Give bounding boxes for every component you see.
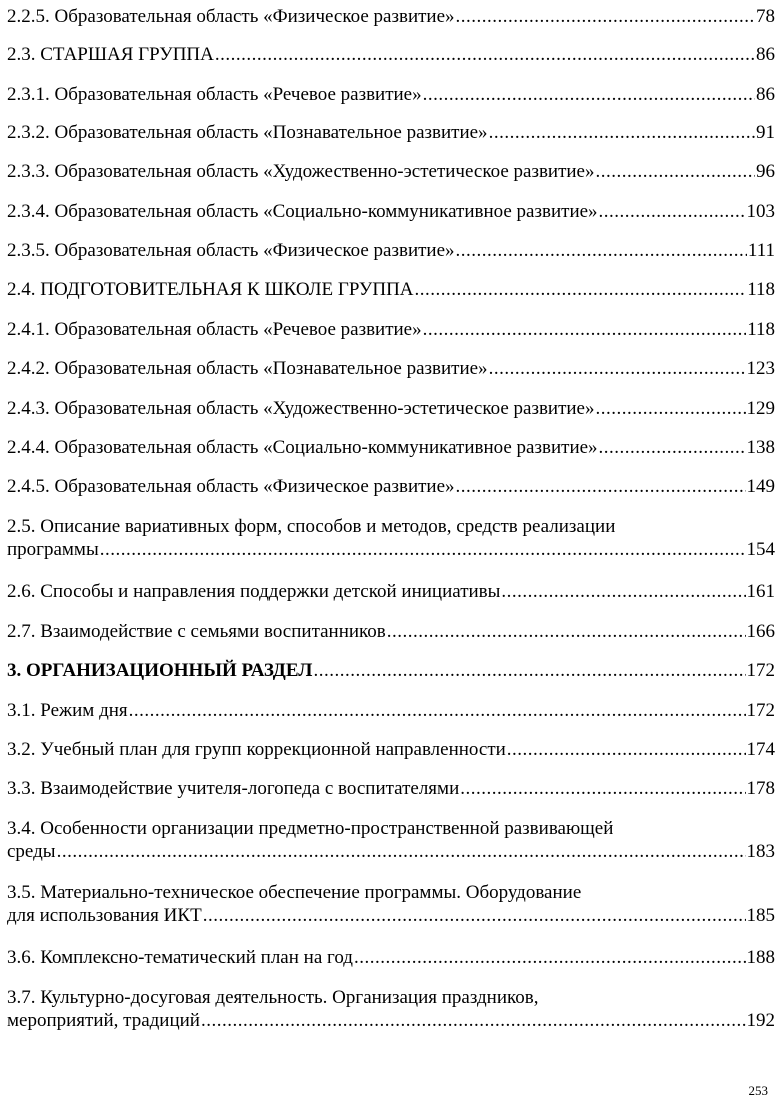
- toc-entry: [7, 580, 775, 603]
- toc-entry-title: 2.4.5. Образовательная область «Физическое развитие»: [7, 476, 455, 497]
- toc-entry-title: 2.3. СТАРШАЯ ГРУППА: [7, 44, 214, 65]
- leader-dots: [501, 580, 745, 603]
- toc-entry: [7, 436, 775, 459]
- toc-entry-first-line: 3.4. Особенности организации предметно-пространственной развивающей: [7, 818, 614, 839]
- toc-entry-page: 172: [746, 660, 775, 681]
- toc-entry-page: 192: [746, 1010, 775, 1031]
- toc-entry: [7, 475, 775, 498]
- toc-entry-page: 123: [746, 358, 775, 379]
- toc-entry-page: 183: [746, 841, 775, 862]
- toc-entry-title: 3. ОРГАНИЗАЦИОННЫЙ РАЗДЕЛ: [7, 660, 313, 681]
- toc-entry-title: 2.6. Способы и направления поддержки детской инициативы: [7, 581, 501, 602]
- leader-dots: [599, 200, 746, 223]
- toc-entry: [7, 881, 775, 927]
- toc-entry: [7, 200, 775, 223]
- toc-entry-title: 3.6. Комплексно-тематический план на год: [7, 947, 353, 968]
- toc-entry-title: программы: [7, 539, 99, 560]
- toc-entry-title: 3.3. Взаимодействие учителя-логопеда с воспитателями: [7, 778, 460, 799]
- toc-entry: [7, 239, 775, 262]
- toc-entry-title: 2.4. ПОДГОТОВИТЕЛЬНАЯ К ШКОЛЕ ГРУППА: [7, 279, 414, 300]
- leader-dots: [201, 1009, 746, 1032]
- toc-entry-title: 2.3.2. Образовательная область «Познавательное развитие»: [7, 122, 488, 143]
- toc-entry-page: 86: [756, 44, 775, 65]
- leader-dots: [423, 318, 747, 341]
- toc-entry-page: 161: [746, 581, 775, 602]
- toc-entry-title: 2.3.5. Образовательная область «Физическое развитие»: [7, 240, 455, 261]
- leader-dots: [507, 738, 746, 761]
- toc-entry-title: 3.2. Учебный план для групп коррекционной направленности: [7, 739, 506, 760]
- toc-entry-title: 2.4.1. Образовательная область «Речевое развитие»: [7, 319, 422, 340]
- toc-entry-page: 111: [747, 240, 775, 261]
- toc-entry: [7, 83, 775, 106]
- toc-entry: [7, 738, 775, 761]
- toc-entry-title: 2.3.1. Образовательная область «Речевое развитие»: [7, 84, 422, 105]
- toc-entry: [7, 699, 775, 722]
- toc-entry-title: 2.4.4. Образовательная область «Социально-коммуникативное развитие»: [7, 437, 598, 458]
- toc-entry-page: 166: [746, 621, 775, 642]
- leader-dots: [354, 946, 746, 969]
- toc-entry-title: 2.3.3. Образовательная область «Художественно-эстетическое развитие»: [7, 161, 595, 182]
- leader-dots: [489, 121, 755, 144]
- leader-dots: [599, 436, 746, 459]
- leader-dots: [456, 239, 747, 262]
- toc-entry: [7, 43, 775, 66]
- toc-entry-title: для использования ИКТ: [7, 905, 202, 926]
- toc-entry: [7, 278, 775, 301]
- toc-entry-title: среды: [7, 841, 56, 862]
- toc-entry-page: 129: [746, 398, 775, 419]
- toc-entry-page: 91: [756, 122, 775, 143]
- toc-entry-page: 154: [746, 539, 775, 560]
- leader-dots: [596, 160, 756, 183]
- toc-section-entry: [7, 659, 775, 682]
- toc-entry: [7, 620, 775, 643]
- toc-entry: [7, 777, 775, 800]
- toc-entry-page: 118: [747, 279, 775, 300]
- leader-dots: [489, 357, 746, 380]
- toc-entry-page: 188: [746, 947, 775, 968]
- toc-entry: [7, 515, 775, 561]
- toc-entry-page: 78: [756, 6, 775, 27]
- leader-dots: [215, 43, 755, 66]
- toc-entry-title: мероприятий, традиций: [7, 1010, 200, 1031]
- toc-entry-title: 2.3.4. Образовательная область «Социально-коммуникативное развитие»: [7, 201, 598, 222]
- leader-dots: [387, 620, 746, 643]
- toc-entry: [7, 946, 775, 969]
- toc-entry: [7, 318, 775, 341]
- leader-dots: [129, 699, 746, 722]
- toc-entry-page: 86: [756, 84, 775, 105]
- leader-dots: [596, 397, 746, 420]
- toc-entry-page: 178: [746, 778, 775, 799]
- leader-dots: [313, 659, 745, 682]
- toc-entry-first-line: 2.5. Описание вариативных форм, способов и методов, средств реализации: [7, 516, 616, 537]
- toc-entry-page: 149: [746, 476, 775, 497]
- toc-entry-title: 2.7. Взаимодействие с семьями воспитанников: [7, 621, 386, 642]
- leader-dots: [423, 83, 755, 106]
- toc-entry: [7, 5, 775, 28]
- toc-entry-title: 2.4.3. Образовательная область «Художественно-эстетическое развитие»: [7, 398, 595, 419]
- toc-entry-page: 103: [746, 201, 775, 222]
- leader-dots: [456, 5, 755, 28]
- toc-entry-page: 172: [746, 700, 775, 721]
- leader-dots: [203, 904, 746, 927]
- toc-entry-first-line: 3.7. Культурно-досуговая деятельность. Организация праздников,: [7, 987, 539, 1008]
- toc-entry: [7, 986, 775, 1032]
- leader-dots: [100, 538, 746, 561]
- toc-entry-title: 3.1. Режим дня: [7, 700, 128, 721]
- toc-entry-page: 185: [746, 905, 775, 926]
- toc-entry: [7, 397, 775, 420]
- toc-entry: [7, 160, 775, 183]
- leader-dots: [460, 777, 745, 800]
- toc-entry-first-line: 3.5. Материально-техническое обеспечение программы. Оборудование: [7, 882, 582, 903]
- toc-entry: [7, 817, 775, 863]
- leader-dots: [415, 278, 747, 301]
- leader-dots: [456, 475, 746, 498]
- toc-entry: [7, 121, 775, 144]
- toc-entry-page: 96: [756, 161, 775, 182]
- toc-entry-title: 2.4.2. Образовательная область «Познавательное развитие»: [7, 358, 488, 379]
- leader-dots: [57, 840, 746, 863]
- toc-entry-page: 118: [747, 319, 775, 340]
- toc-entry: [7, 357, 775, 380]
- toc-entry-page: 174: [746, 739, 775, 760]
- toc-entry-page: 138: [746, 437, 775, 458]
- toc-entry-title: 2.2.5. Образовательная область «Физическое развитие»: [7, 6, 455, 27]
- page-number: 253: [748, 1083, 768, 1098]
